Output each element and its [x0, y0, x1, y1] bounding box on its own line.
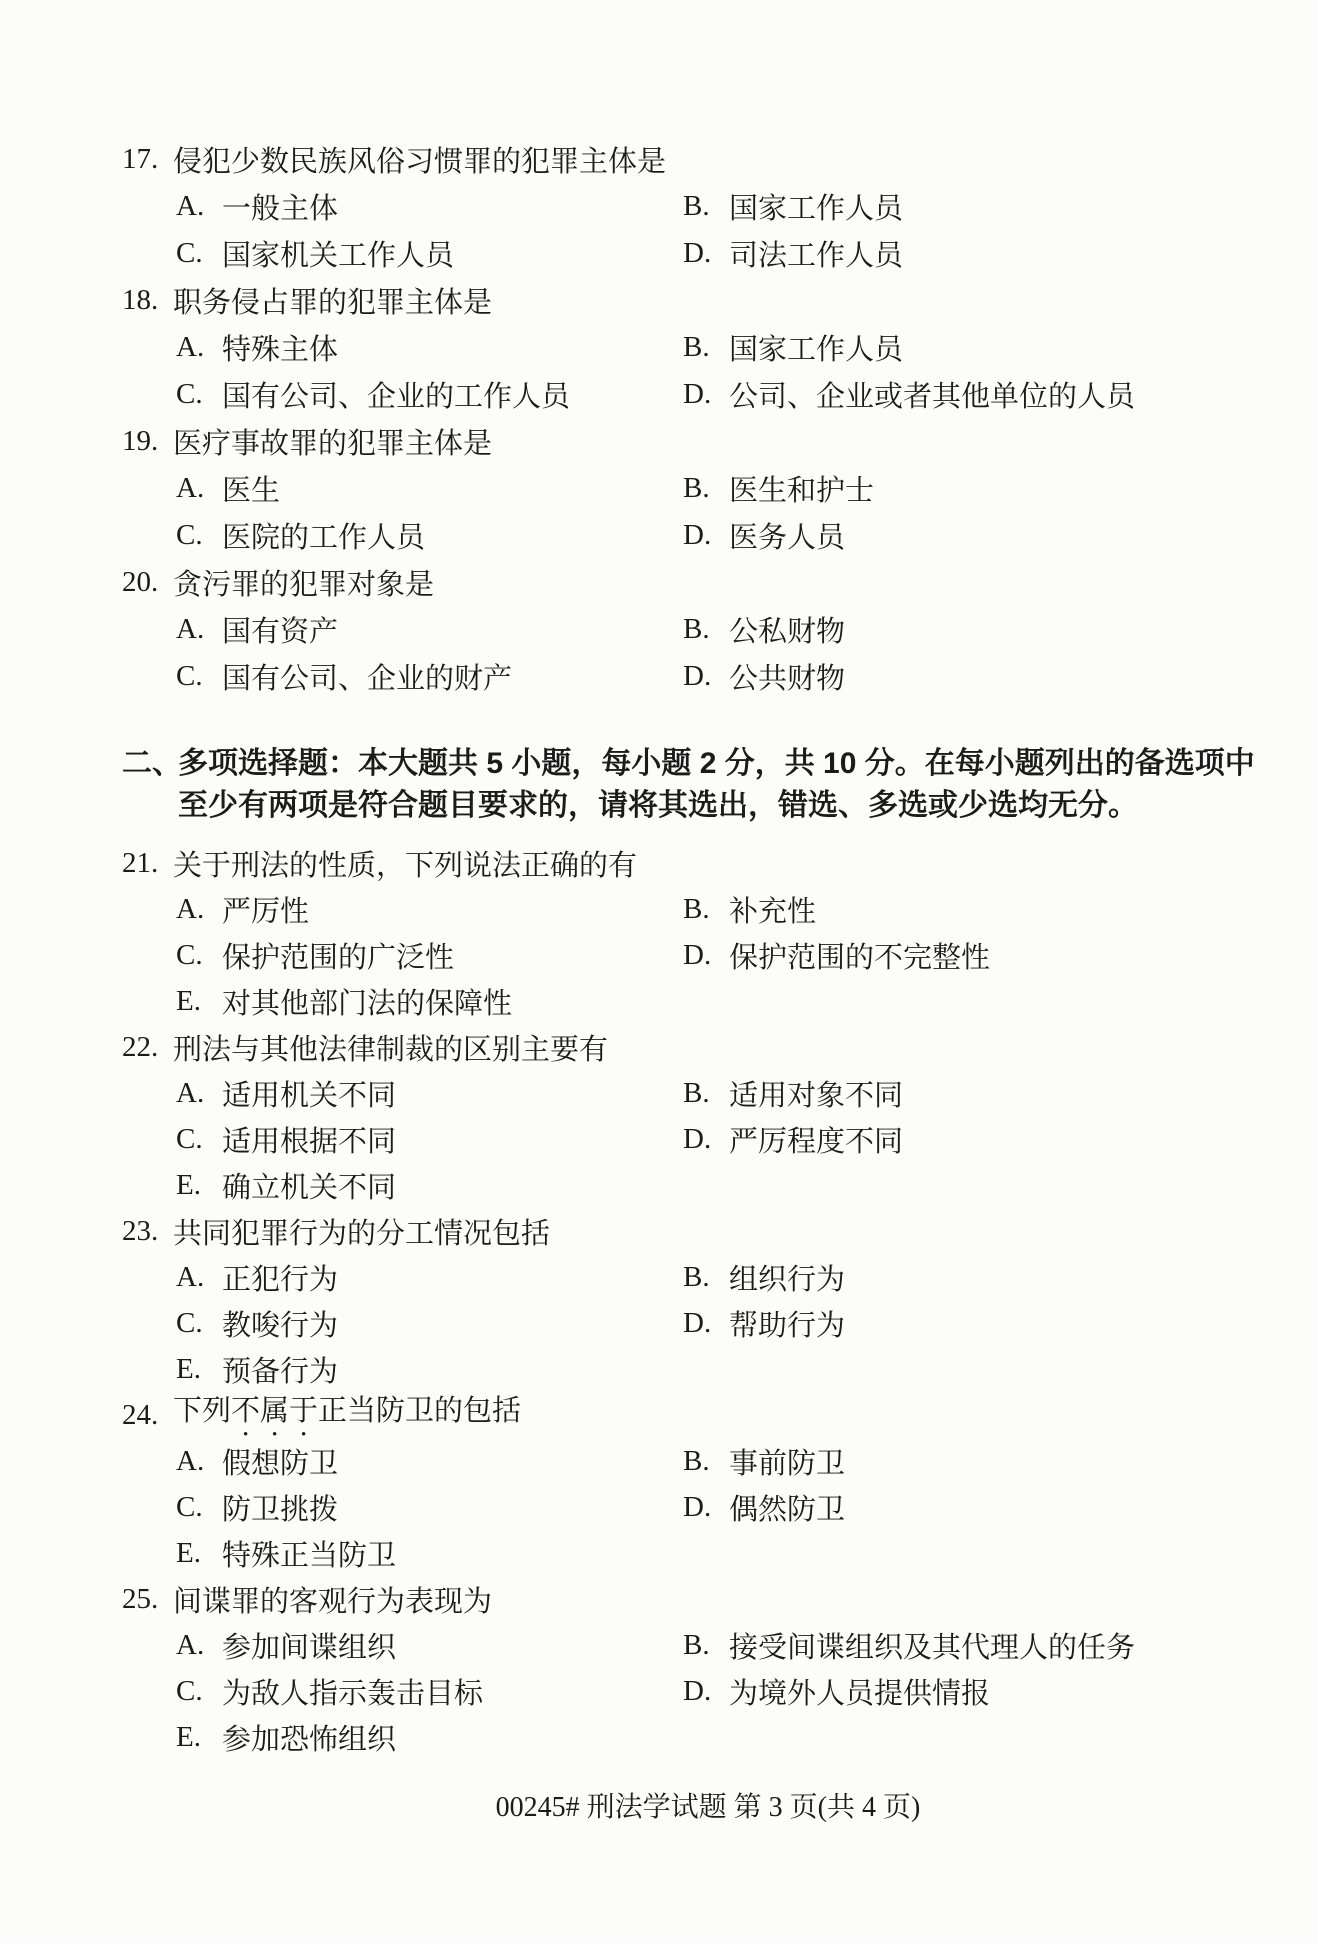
option-text: 确立机关不同	[222, 1171, 397, 1204]
section-2-instructions-line1: 多项选择题：本大题共 5 小题，每小题 2 分，共 10 分。在每小题列出的备选项中	[178, 747, 1255, 780]
option-label: C.	[176, 519, 203, 551]
option-25-c	[176, 1671, 683, 1712]
option-label: C.	[176, 1122, 203, 1155]
option-text: 适用对象不同	[729, 1079, 904, 1112]
option-label: E.	[176, 1720, 201, 1753]
option-row	[122, 1530, 1258, 1576]
option-label: B.	[683, 1076, 710, 1109]
option-text: 国家工作人员	[729, 334, 904, 366]
multi-choice-questions	[122, 840, 1258, 1760]
question-stem: 贪污罪的犯罪对象是	[173, 569, 435, 601]
option-label: A.	[176, 472, 205, 504]
option-row	[122, 1070, 1258, 1116]
option-19-c	[176, 515, 683, 556]
option-label: D.	[683, 1122, 712, 1155]
option-label: A.	[176, 190, 205, 222]
option-25-a	[176, 1625, 683, 1666]
stem-text: 下列	[173, 1394, 232, 1427]
option-label: A.	[176, 613, 205, 645]
question-number: 22.	[122, 1030, 159, 1063]
stem-text: 正当防卫的包括	[318, 1394, 522, 1427]
option-label: C.	[176, 1490, 203, 1523]
option-24-a	[176, 1441, 683, 1482]
option-label: C.	[176, 1306, 203, 1339]
question-number: 17.	[122, 143, 159, 175]
option-row	[122, 978, 1258, 1024]
option-text: 公司、企业或者其他单位的人员	[729, 381, 1136, 413]
option-17-a	[176, 186, 683, 227]
question-stem-row	[122, 840, 1258, 886]
question-19	[122, 418, 1258, 559]
option-label: C.	[176, 237, 203, 269]
page-footer: 00245# 刑法学试题 第 3 页(共 4 页)	[495, 1792, 921, 1823]
option-21-c	[176, 935, 683, 976]
option-22-a	[176, 1073, 683, 1114]
option-21-b	[683, 889, 816, 930]
section-2-instructions-line2: 至少有两项是符合题目要求的，请将其选出，错选、多选或少选均无分。	[178, 789, 1138, 822]
option-text: 参加恐怖组织	[222, 1723, 397, 1756]
option-20-c	[176, 656, 683, 697]
option-row	[122, 653, 1258, 700]
question-stem-row	[122, 1576, 1258, 1622]
option-label: B.	[683, 1444, 710, 1477]
option-label: B.	[683, 190, 710, 222]
option-18-d	[683, 374, 1135, 415]
question-22	[122, 1024, 1258, 1208]
option-label: B.	[683, 1628, 710, 1661]
question-stem	[173, 1388, 521, 1443]
option-21-e	[176, 981, 683, 1022]
option-18-c	[176, 374, 683, 415]
option-22-c	[176, 1119, 683, 1160]
option-20-b	[683, 609, 845, 650]
option-text: 严厉程度不同	[729, 1125, 904, 1158]
option-label: B.	[683, 613, 710, 645]
question-stem-row	[122, 418, 1258, 465]
option-row	[122, 1438, 1258, 1484]
option-text: 为敌人指示轰击目标	[222, 1677, 484, 1710]
question-number: 20.	[122, 566, 159, 598]
question-number: 24.	[122, 1398, 159, 1431]
option-label: D.	[683, 378, 712, 410]
question-23	[122, 1208, 1258, 1392]
option-text: 对其他部门法的保障性	[222, 987, 513, 1020]
option-23-c	[176, 1303, 683, 1344]
option-text: 事前防卫	[729, 1447, 846, 1480]
option-text: 接受间谍组织及其代理人的任务	[729, 1631, 1136, 1664]
option-25-b	[683, 1625, 1135, 1666]
option-label: A.	[176, 1628, 205, 1661]
option-23-b	[683, 1257, 845, 1298]
option-22-d	[683, 1119, 903, 1160]
question-stem-row	[122, 136, 1258, 183]
question-stem: 刑法与其他法律制裁的区别主要有	[173, 1033, 609, 1066]
option-text: 防卫挑拨	[222, 1493, 339, 1526]
question-number: 21.	[122, 846, 159, 879]
option-row	[122, 1714, 1258, 1760]
option-text: 特殊主体	[222, 334, 339, 366]
question-18	[122, 277, 1258, 418]
option-label: A.	[176, 331, 205, 363]
option-label: C.	[176, 378, 203, 410]
question-24	[122, 1392, 1258, 1576]
option-20-d	[683, 656, 845, 697]
question-stem: 关于刑法的性质，下列说法正确的有	[173, 849, 638, 882]
option-row	[122, 886, 1258, 932]
question-stem-row	[122, 277, 1258, 324]
option-text: 正犯行为	[222, 1263, 339, 1296]
option-text: 国家机关工作人员	[222, 240, 455, 272]
option-text: 预备行为	[222, 1355, 339, 1388]
option-text: 补充性	[729, 895, 817, 928]
option-text: 偶然防卫	[729, 1493, 846, 1526]
option-label: B.	[683, 331, 710, 363]
option-label: B.	[683, 892, 710, 925]
option-18-b	[683, 327, 903, 368]
option-17-d	[683, 233, 903, 274]
option-row	[122, 512, 1258, 559]
question-stem: 医疗事故罪的犯罪主体是	[173, 428, 493, 460]
section-2-label: 二、	[122, 747, 182, 780]
question-20	[122, 559, 1258, 700]
option-label: E.	[176, 1168, 201, 1201]
option-25-d	[683, 1671, 990, 1712]
option-label: D.	[683, 1674, 712, 1707]
option-18-a	[176, 327, 683, 368]
option-text: 国家工作人员	[729, 193, 904, 225]
option-17-c	[176, 233, 683, 274]
option-text: 帮助行为	[729, 1309, 846, 1342]
section-2-instructions	[178, 743, 1258, 827]
option-text: 医生	[222, 475, 281, 507]
option-row	[122, 1162, 1258, 1208]
option-row	[122, 1254, 1258, 1300]
option-text: 国有公司、企业的工作人员	[222, 381, 571, 413]
option-label: E.	[176, 1352, 201, 1385]
option-24-c	[176, 1487, 683, 1528]
option-label: A.	[176, 1260, 205, 1293]
question-number: 23.	[122, 1214, 159, 1247]
option-row	[122, 1346, 1258, 1392]
option-label: D.	[683, 237, 712, 269]
question-stem: 侵犯少数民族风俗习惯罪的犯罪主体是	[173, 146, 667, 178]
option-row	[122, 324, 1258, 371]
question-stem-row	[122, 559, 1258, 606]
option-text: 为境外人员提供情报	[729, 1677, 991, 1710]
option-23-d	[683, 1303, 845, 1344]
option-text: 医院的工作人员	[222, 522, 426, 554]
option-text: 假想防卫	[222, 1447, 339, 1480]
option-label: B.	[683, 1260, 710, 1293]
option-label: D.	[683, 938, 712, 971]
option-row	[122, 230, 1258, 277]
option-23-a	[176, 1257, 683, 1298]
option-row	[122, 183, 1258, 230]
option-22-b	[683, 1073, 903, 1114]
stem-emphasized-text: 不属于	[231, 1394, 319, 1427]
option-text: 国有公司、企业的财产	[222, 663, 513, 695]
option-text: 保护范围的不完整性	[729, 941, 991, 974]
option-row	[122, 371, 1258, 418]
question-stem-row	[122, 1024, 1258, 1070]
question-stem: 间谍罪的客观行为表现为	[173, 1585, 493, 1618]
option-row	[122, 1300, 1258, 1346]
option-text: 适用根据不同	[222, 1125, 397, 1158]
option-label: B.	[683, 472, 710, 504]
option-19-b	[683, 468, 874, 509]
option-label: C.	[176, 1674, 203, 1707]
question-25	[122, 1576, 1258, 1760]
option-row	[122, 1484, 1258, 1530]
question-stem-row	[122, 1208, 1258, 1254]
option-text: 公共财物	[729, 663, 846, 695]
option-label: C.	[176, 660, 203, 692]
option-text: 特殊正当防卫	[222, 1539, 397, 1572]
option-text: 司法工作人员	[729, 240, 904, 272]
option-label: C.	[176, 938, 203, 971]
option-label: A.	[176, 1076, 205, 1109]
option-text: 一般主体	[222, 193, 339, 225]
option-label: E.	[176, 1536, 201, 1569]
option-row	[122, 1668, 1258, 1714]
question-17	[122, 136, 1258, 277]
option-24-b	[683, 1441, 845, 1482]
option-21-d	[683, 935, 990, 976]
option-row	[122, 1622, 1258, 1668]
option-label: D.	[683, 660, 712, 692]
option-text: 国有资产	[222, 616, 339, 648]
option-text: 公私财物	[729, 616, 846, 648]
option-label: D.	[683, 1490, 712, 1523]
section-2-header	[122, 743, 1258, 827]
option-text: 医生和护士	[729, 475, 875, 507]
question-number: 19.	[122, 425, 159, 457]
question-stem: 共同犯罪行为的分工情况包括	[173, 1217, 551, 1250]
option-text: 组织行为	[729, 1263, 846, 1296]
option-text: 保护范围的广泛性	[222, 941, 455, 974]
option-20-a	[176, 609, 683, 650]
option-text: 医务人员	[729, 522, 846, 554]
option-text: 教唆行为	[222, 1309, 339, 1342]
question-stem: 职务侵占罪的犯罪主体是	[173, 287, 493, 319]
option-row	[122, 465, 1258, 512]
option-22-e	[176, 1165, 683, 1206]
option-19-d	[683, 515, 845, 556]
question-stem-row	[122, 1392, 1258, 1438]
question-number: 18.	[122, 284, 159, 316]
option-label: A.	[176, 892, 205, 925]
option-text: 参加间谍组织	[222, 1631, 397, 1664]
option-row	[122, 932, 1258, 978]
option-24-d	[683, 1487, 845, 1528]
question-21	[122, 840, 1258, 1024]
option-label: D.	[683, 1306, 712, 1339]
option-25-e	[176, 1717, 683, 1758]
option-row	[122, 606, 1258, 653]
option-23-e	[176, 1349, 683, 1390]
option-label: E.	[176, 984, 201, 1017]
option-24-e	[176, 1533, 683, 1574]
question-number: 25.	[122, 1582, 159, 1615]
option-label: A.	[176, 1444, 205, 1477]
option-label: D.	[683, 519, 712, 551]
option-row	[122, 1116, 1258, 1162]
option-19-a	[176, 468, 683, 509]
option-17-b	[683, 186, 903, 227]
option-text: 适用机关不同	[222, 1079, 397, 1112]
option-text: 严厉性	[222, 895, 310, 928]
option-21-a	[176, 889, 683, 930]
